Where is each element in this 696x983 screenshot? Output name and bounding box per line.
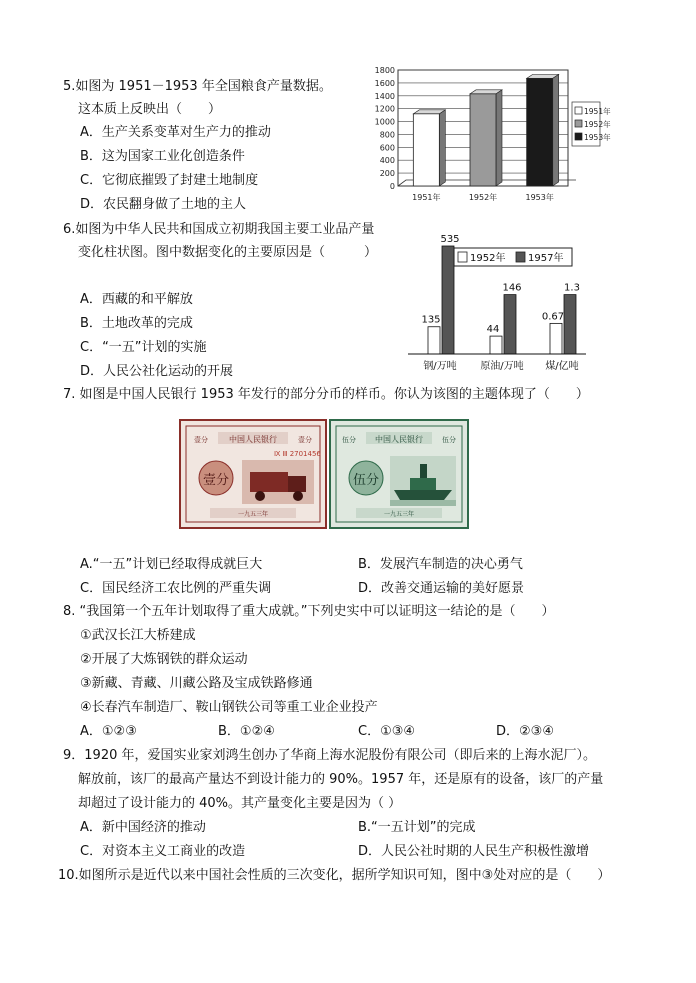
q5-option-a: A．生产关系变革对生产力的推动 [80, 125, 271, 140]
grain-chart-y-tick: 1400 [374, 91, 395, 101]
industrial-bar-label: 535 [440, 234, 460, 245]
q10-stem: 10.如图所示是近代以来中国社会性质的三次变化，据所学知识可知，图中③处对应的是（ ） [58, 868, 611, 883]
grain-legend-label: 1953年 [584, 133, 611, 142]
industrial-bar-label: 44 [486, 324, 500, 336]
truck-vignette [242, 460, 314, 504]
industrial-bar [442, 246, 454, 354]
industrial-x-tick: 原油/万吨 [480, 361, 524, 372]
one-fen-value: 壹分 [202, 473, 230, 488]
q5-stem-line2: 这本质上反映出（ ） [78, 102, 222, 117]
q7-option-a: A.“一五”计划已经取得成就巨大 [80, 557, 263, 572]
q6-stem-line2: 变化柱状图。图中数据变化的主要原因是（ ） [78, 245, 378, 260]
industrial-output-chart [398, 228, 590, 378]
q9-option-d: D．人民公社时期的人民生产积极性激增 [358, 844, 590, 859]
q8-option-a: A．①②③ [80, 724, 137, 739]
q8-option-b: B．①②④ [218, 724, 275, 739]
grain-legend-label: 1951年 [584, 107, 611, 116]
five-fen-bank-name: 中国人民银行 [375, 435, 423, 444]
grain-chart-x-tick: 1951年 [412, 193, 441, 202]
q9-line-2: 解放前，该厂的最高产量达不到设计能力的 90%。1957 年，还是原有的设备，该厂的产量 [78, 772, 604, 787]
five-fen-value: 伍分 [352, 473, 380, 488]
grain-bar [470, 94, 496, 186]
q6-option-b: B．土地改革的完成 [80, 316, 193, 331]
five-fen-year: 一九五三年 [383, 511, 415, 518]
industrial-x-tick: 煤/亿吨 [545, 361, 579, 372]
q8-option-d: D．②③④ [496, 724, 554, 739]
truck-cab [288, 476, 306, 492]
grain-chart-y-tick: 1000 [374, 117, 395, 127]
q8-item-1: ①武汉长江大桥建成 [80, 628, 196, 643]
ship-hull [394, 490, 452, 500]
q6-stem-line1: 6.如图为中华人民共和国成立初期我国主要工业品产量 [63, 222, 375, 237]
five-fen-note [330, 420, 468, 528]
truck-wheel-front [293, 491, 303, 501]
industrial-legend-label: 1957年 [528, 253, 564, 264]
industrial-legend-label: 1952年 [470, 253, 506, 264]
grain-chart-y-tick: 800 [379, 130, 395, 140]
q5-stem-line1: 5.如图为 1951－1953 年全国粮食产量数据。 [63, 79, 332, 94]
industrial-legend-swatch [516, 252, 525, 262]
grain-chart-y-tick: 1200 [374, 104, 395, 114]
q8-item-4: ④长春汽车制造厂、鞍山钢铁公司等重工业企业投产 [80, 700, 378, 715]
industrial-bar [490, 336, 502, 354]
q9-line-1: 9．1920 年，爱国实业家刘鸿生创办了华商上海水泥股份有限公司（即后来的上海水泥厂）。 [63, 748, 596, 763]
grain-chart-y-tick: 1800 [374, 66, 395, 75]
q7-option-b: B．发展汽车制造的决心勇气 [358, 557, 523, 572]
q5-option-c: C．它彻底摧毁了封建土地制度 [80, 173, 259, 188]
industrial-bar [550, 323, 562, 354]
q8-item-3: ③新藏、青藏、川藏公路及宝成铁路修通 [80, 676, 313, 691]
grain-legend-swatch [575, 120, 582, 127]
grain-legend-swatch [575, 133, 582, 140]
grain-output-chart [368, 64, 611, 214]
one-fen-year: 一九五三年 [237, 511, 269, 518]
q6-option-a: A．西藏的和平解放 [80, 292, 193, 307]
ship-funnel [420, 464, 427, 478]
q8-stem: 8. “我国第一个五年计划取得了重大成就。”下列史实中可以证明这一结论的是（ ） [63, 604, 555, 619]
truck-cargo [250, 472, 288, 492]
grain-chart-x-tick: 1952年 [468, 193, 498, 202]
industrial-bar [504, 295, 516, 354]
banknote-images [180, 420, 468, 530]
ship-superstructure [410, 478, 436, 490]
industrial-bar-label: 146 [502, 282, 522, 294]
grain-legend-swatch [575, 107, 582, 114]
ship-vignette [390, 456, 456, 506]
grain-bar-side [439, 110, 445, 186]
q9-option-b: B.“一五计划”的完成 [358, 820, 476, 835]
q9-line-3: 却超过了设计能力的 40%。其产量变化主要是因为（ ） [78, 796, 402, 811]
grain-bar-side [496, 90, 502, 186]
grain-chart-x-tick: 1953年 [525, 193, 554, 202]
q6-option-d: D．人民公社化运动的开展 [80, 364, 234, 379]
grain-chart-y-tick: 400 [379, 156, 395, 166]
one-fen-corner-tl: 壹分 [194, 436, 208, 444]
q9-option-a: A．新中国经济的推动 [80, 820, 206, 835]
q8-option-c: C．①③④ [358, 724, 416, 739]
industrial-bar-label: 135 [421, 314, 441, 326]
q6-option-c: C．“一五”计划的实施 [80, 340, 207, 355]
grain-chart-y-tick: 0 [389, 182, 395, 191]
grain-bar-side [553, 74, 559, 186]
industrial-legend-swatch [458, 252, 467, 262]
q5-option-d: D．农民翻身做了土地的主人 [80, 197, 247, 212]
ship-water [390, 500, 456, 506]
one-fen-bank-name: 中国人民银行 [229, 435, 277, 444]
industrial-x-tick: 钢/万吨 [423, 361, 457, 372]
grain-legend-label: 1952年 [584, 120, 611, 129]
grain-chart-y-tick: 1600 [374, 78, 395, 88]
truck-wheel-rear [255, 491, 265, 501]
industrial-bar [564, 295, 576, 354]
one-fen-note [180, 420, 326, 528]
industrial-bar [428, 327, 440, 354]
one-fen-serial: Ⅸ Ⅲ 2701456 [274, 450, 321, 458]
q5-option-b: B．这为国家工业化创造条件 [80, 149, 245, 164]
q7-option-d: D．改善交通运输的美好愿景 [358, 581, 525, 596]
q7-stem: 7. 如图是中国人民银行 1953 年发行的部分分币的样币。你认为该图的主题体现了（ ） [63, 387, 589, 402]
q8-item-2: ②开展了大炼钢铁的群众运动 [80, 652, 248, 667]
q7-option-c: C．国民经济工农比例的严重失调 [80, 581, 272, 596]
grain-bar [527, 78, 553, 186]
grain-chart-y-tick: 200 [379, 169, 395, 179]
q9-option-c: C．对资本主义工商业的改造 [80, 844, 246, 859]
grain-bar [413, 114, 439, 186]
industrial-bar-label: 0.67 [541, 311, 565, 323]
five-fen-corner-tl: 伍分 [342, 436, 356, 444]
five-fen-corner-tr: 伍分 [442, 436, 456, 444]
industrial-bar-label: 1.3 [564, 282, 580, 294]
one-fen-corner-tr: 壹分 [298, 436, 312, 444]
grain-chart-y-tick: 600 [379, 143, 395, 153]
